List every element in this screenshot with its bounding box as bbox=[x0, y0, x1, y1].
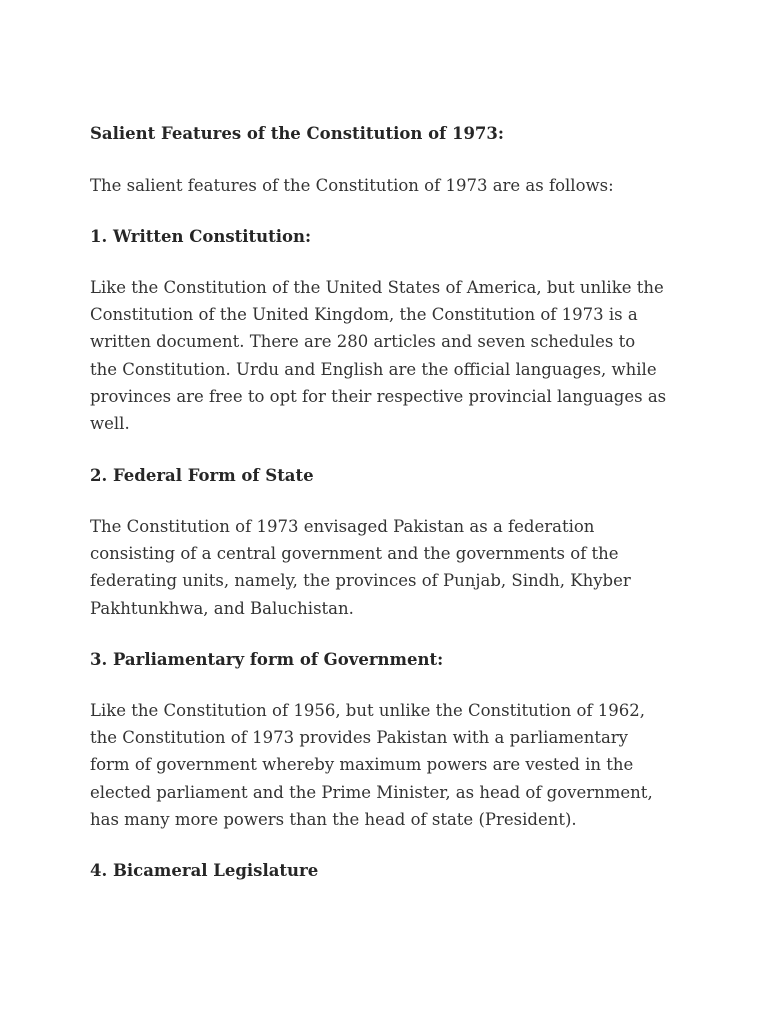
text-line: elected parliament and the Prime Minister, as head of government, bbox=[90, 782, 653, 802]
intro-paragraph: The salient features of the Constitution of 1973 are as follows: bbox=[90, 176, 614, 195]
text-line: form of government whereby maximum powers are vested in the bbox=[90, 755, 634, 775]
section-body-written-constitution bbox=[90, 274, 690, 437]
text-line: the Constitution. Urdu and English are the official languages, while bbox=[90, 359, 657, 379]
section-heading-federal-form: 2. Federal Form of State bbox=[90, 466, 314, 485]
text-line: The Constitution of 1973 envisaged Pakistan as a federation bbox=[90, 517, 595, 536]
text-line: federating units, namely, the provinces of Punjab, Sindh, Khyber bbox=[90, 571, 631, 591]
text-line: Pakhtunkhwa, and Baluchistan. bbox=[90, 598, 354, 618]
text-line: the Constitution of 1973 provides Pakistan with a parliamentary bbox=[90, 728, 628, 748]
text-line: consisting of a central government and the governments of the bbox=[90, 544, 619, 564]
section-heading-bicameral-legislature: 4. Bicameral Legislature bbox=[90, 861, 319, 880]
document-title: Salient Features of the Constitution of 1973: bbox=[90, 124, 504, 143]
section-body-federal-form bbox=[90, 513, 690, 622]
text-line: Constitution of the United Kingdom, the Constitution of 1973 is a bbox=[90, 305, 638, 325]
text-line: Like the Constitution of 1956, but unlike the Constitution of 1962, bbox=[90, 701, 646, 720]
section-body-parliamentary-form bbox=[90, 697, 690, 833]
text-line: Like the Constitution of the United States of America, but unlike the bbox=[90, 278, 664, 297]
text-line: provinces are free to opt for their respective provincial languages as bbox=[90, 386, 667, 406]
text-line: well. bbox=[90, 414, 130, 434]
section-heading-written-constitution: 1. Written Constitution: bbox=[90, 227, 312, 246]
text-line: has many more powers than the head of state (President). bbox=[90, 809, 577, 829]
section-heading-parliamentary-form: 3. Parliamentary form of Government: bbox=[90, 650, 444, 669]
text-line: written document. There are 280 articles and seven schedules to bbox=[90, 332, 636, 352]
